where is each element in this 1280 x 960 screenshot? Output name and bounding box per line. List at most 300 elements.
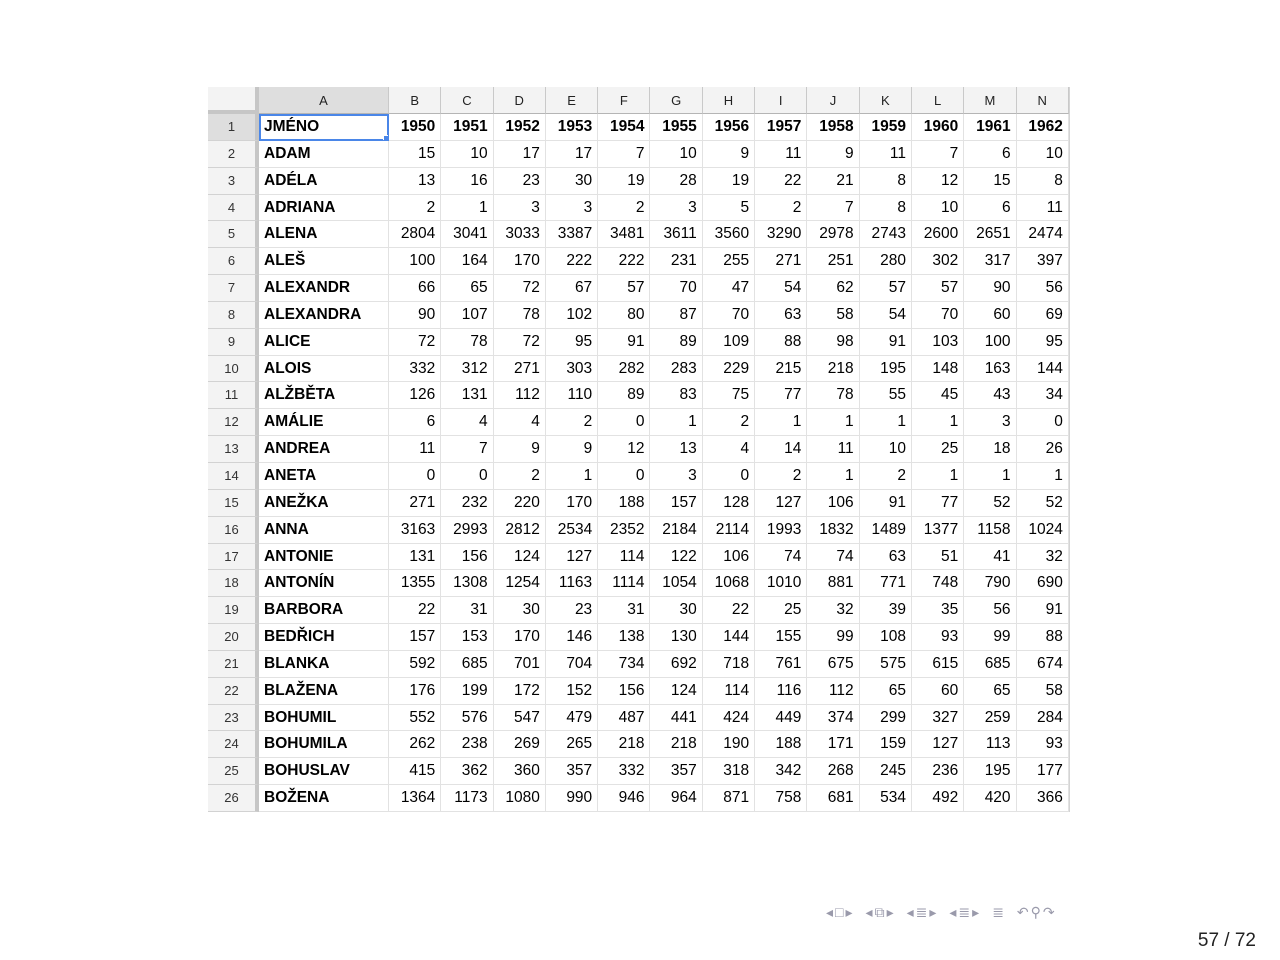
count-cell[interactable]: 6 — [389, 409, 441, 436]
next-frame-icon[interactable]: ▸ — [845, 903, 853, 920]
name-cell[interactable]: AMÁLIE — [259, 409, 389, 436]
count-cell[interactable]: 30 — [494, 597, 546, 624]
cell-year-header[interactable]: 1954 — [598, 114, 650, 141]
first-frame-icon[interactable]: ◂ — [826, 903, 834, 920]
count-cell[interactable]: 871 — [703, 785, 755, 812]
count-cell[interactable]: 2 — [860, 463, 912, 490]
cell-year-header[interactable]: 1961 — [964, 114, 1016, 141]
count-cell[interactable]: 547 — [494, 705, 546, 732]
row-header[interactable]: 5 — [208, 221, 259, 248]
count-cell[interactable]: 113 — [964, 731, 1016, 758]
count-cell[interactable]: 116 — [755, 678, 807, 705]
row-header[interactable]: 21 — [208, 651, 259, 678]
cell-year-header[interactable]: 1959 — [860, 114, 912, 141]
row-header[interactable]: 7 — [208, 275, 259, 302]
count-cell[interactable]: 57 — [598, 275, 650, 302]
count-cell[interactable]: 1 — [860, 409, 912, 436]
count-cell[interactable]: 362 — [441, 758, 493, 785]
count-cell[interactable]: 284 — [1017, 705, 1069, 732]
count-cell[interactable]: 360 — [494, 758, 546, 785]
count-cell[interactable]: 95 — [546, 329, 598, 356]
count-cell[interactable]: 3 — [494, 195, 546, 222]
count-cell[interactable]: 56 — [964, 597, 1016, 624]
count-cell[interactable]: 10 — [860, 436, 912, 463]
count-cell[interactable]: 449 — [755, 705, 807, 732]
count-cell[interactable]: 7 — [598, 141, 650, 168]
count-cell[interactable]: 22 — [703, 597, 755, 624]
count-cell[interactable]: 93 — [912, 624, 964, 651]
count-cell[interactable]: 357 — [650, 758, 702, 785]
count-cell[interactable]: 1024 — [1017, 517, 1069, 544]
count-cell[interactable]: 479 — [546, 705, 598, 732]
count-cell[interactable]: 1163 — [546, 570, 598, 597]
count-cell[interactable]: 32 — [807, 597, 859, 624]
count-cell[interactable]: 238 — [441, 731, 493, 758]
count-cell[interactable]: 2 — [546, 409, 598, 436]
count-cell[interactable]: 366 — [1017, 785, 1069, 812]
count-cell[interactable]: 91 — [860, 329, 912, 356]
count-cell[interactable]: 575 — [860, 651, 912, 678]
count-cell[interactable]: 138 — [598, 624, 650, 651]
count-cell[interactable]: 1010 — [755, 570, 807, 597]
count-cell[interactable]: 100 — [964, 329, 1016, 356]
count-cell[interactable]: 103 — [912, 329, 964, 356]
count-cell[interactable]: 65 — [441, 275, 493, 302]
count-cell[interactable]: 268 — [807, 758, 859, 785]
chapter-icon[interactable]: ≣ — [958, 903, 971, 920]
count-cell[interactable]: 102 — [546, 302, 598, 329]
count-cell[interactable]: 576 — [441, 705, 493, 732]
row-header[interactable]: 22 — [208, 678, 259, 705]
count-cell[interactable]: 11 — [860, 141, 912, 168]
name-cell[interactable]: ALEŠ — [259, 248, 389, 275]
row-header[interactable]: 14 — [208, 463, 259, 490]
count-cell[interactable]: 229 — [703, 356, 755, 383]
count-cell[interactable]: 771 — [860, 570, 912, 597]
count-cell[interactable]: 0 — [389, 463, 441, 490]
prev-chapter-icon[interactable]: ◂ — [949, 903, 957, 920]
count-cell[interactable]: 3611 — [650, 221, 702, 248]
count-cell[interactable]: 3 — [650, 463, 702, 490]
count-cell[interactable]: 674 — [1017, 651, 1069, 678]
column-header-d[interactable]: D — [494, 87, 546, 114]
count-cell[interactable]: 188 — [598, 490, 650, 517]
count-cell[interactable]: 62 — [807, 275, 859, 302]
count-cell[interactable]: 55 — [860, 382, 912, 409]
count-cell[interactable]: 63 — [860, 544, 912, 571]
name-cell[interactable]: ALICE — [259, 329, 389, 356]
count-cell[interactable]: 0 — [703, 463, 755, 490]
count-cell[interactable]: 124 — [650, 678, 702, 705]
cell-year-header[interactable]: 1951 — [441, 114, 493, 141]
count-cell[interactable]: 271 — [389, 490, 441, 517]
count-cell[interactable]: 8 — [860, 168, 912, 195]
count-cell[interactable]: 126 — [389, 382, 441, 409]
count-cell[interactable]: 2651 — [964, 221, 1016, 248]
count-cell[interactable]: 734 — [598, 651, 650, 678]
count-cell[interactable]: 60 — [964, 302, 1016, 329]
count-cell[interactable]: 2184 — [650, 517, 702, 544]
count-cell[interactable]: 18 — [964, 436, 1016, 463]
count-cell[interactable]: 3 — [964, 409, 1016, 436]
count-cell[interactable]: 9 — [703, 141, 755, 168]
row-header[interactable]: 15 — [208, 490, 259, 517]
column-header-g[interactable]: G — [650, 87, 702, 114]
count-cell[interactable]: 761 — [755, 651, 807, 678]
count-cell[interactable]: 23 — [546, 597, 598, 624]
column-header-i[interactable]: I — [755, 87, 807, 114]
count-cell[interactable]: 3387 — [546, 221, 598, 248]
subsection-icon[interactable]: ⧉ — [874, 903, 885, 920]
count-cell[interactable]: 1054 — [650, 570, 702, 597]
name-cell[interactable]: ANTONÍN — [259, 570, 389, 597]
count-cell[interactable]: 1 — [1017, 463, 1069, 490]
count-cell[interactable]: 80 — [598, 302, 650, 329]
row-header[interactable]: 16 — [208, 517, 259, 544]
count-cell[interactable]: 2 — [598, 195, 650, 222]
count-cell[interactable]: 271 — [494, 356, 546, 383]
name-cell[interactable]: ALEXANDR — [259, 275, 389, 302]
name-cell[interactable]: ANETA — [259, 463, 389, 490]
cell-jmeno-header[interactable] — [259, 114, 389, 141]
count-cell[interactable]: 1 — [807, 409, 859, 436]
count-cell[interactable]: 1 — [441, 195, 493, 222]
count-cell[interactable]: 704 — [546, 651, 598, 678]
column-header-j[interactable]: J — [807, 87, 859, 114]
count-cell[interactable]: 0 — [598, 409, 650, 436]
count-cell[interactable]: 78 — [494, 302, 546, 329]
name-cell[interactable]: BLAŽENA — [259, 678, 389, 705]
count-cell[interactable]: 176 — [389, 678, 441, 705]
count-cell[interactable]: 65 — [860, 678, 912, 705]
count-cell[interactable]: 107 — [441, 302, 493, 329]
count-cell[interactable]: 1308 — [441, 570, 493, 597]
forward-icon[interactable]: ↷ — [1042, 903, 1055, 920]
count-cell[interactable]: 2812 — [494, 517, 546, 544]
count-cell[interactable]: 127 — [755, 490, 807, 517]
count-cell[interactable]: 701 — [494, 651, 546, 678]
count-cell[interactable]: 218 — [807, 356, 859, 383]
count-cell[interactable]: 112 — [807, 678, 859, 705]
count-cell[interactable]: 2 — [703, 409, 755, 436]
count-cell[interactable]: 157 — [389, 624, 441, 651]
count-cell[interactable]: 148 — [912, 356, 964, 383]
count-cell[interactable]: 8 — [860, 195, 912, 222]
count-cell[interactable]: 12 — [598, 436, 650, 463]
count-cell[interactable]: 99 — [807, 624, 859, 651]
count-cell[interactable]: 45 — [912, 382, 964, 409]
count-cell[interactable]: 99 — [964, 624, 1016, 651]
count-cell[interactable]: 282 — [598, 356, 650, 383]
count-cell[interactable]: 259 — [964, 705, 1016, 732]
count-cell[interactable]: 218 — [598, 731, 650, 758]
count-cell[interactable]: 88 — [755, 329, 807, 356]
count-cell[interactable]: 41 — [964, 544, 1016, 571]
count-cell[interactable]: 7 — [807, 195, 859, 222]
count-cell[interactable]: 3560 — [703, 221, 755, 248]
count-cell[interactable]: 1377 — [912, 517, 964, 544]
count-cell[interactable]: 946 — [598, 785, 650, 812]
next-section-icon[interactable]: ▸ — [929, 903, 937, 920]
count-cell[interactable]: 74 — [807, 544, 859, 571]
count-cell[interactable]: 100 — [389, 248, 441, 275]
count-cell[interactable]: 17 — [546, 141, 598, 168]
cell-year-header[interactable]: 1952 — [494, 114, 546, 141]
count-cell[interactable]: 72 — [494, 329, 546, 356]
row-header[interactable]: 26 — [208, 785, 259, 812]
outline-icon[interactable]: ≣ — [992, 903, 1004, 920]
row-header[interactable]: 3 — [208, 168, 259, 195]
count-cell[interactable]: 4 — [703, 436, 755, 463]
count-cell[interactable]: 675 — [807, 651, 859, 678]
count-cell[interactable]: 22 — [755, 168, 807, 195]
count-cell[interactable]: 2993 — [441, 517, 493, 544]
count-cell[interactable]: 31 — [441, 597, 493, 624]
count-cell[interactable]: 2 — [389, 195, 441, 222]
count-cell[interactable]: 23 — [494, 168, 546, 195]
count-cell[interactable]: 3481 — [598, 221, 650, 248]
count-cell[interactable]: 19 — [703, 168, 755, 195]
count-cell[interactable]: 13 — [650, 436, 702, 463]
count-cell[interactable]: 420 — [964, 785, 1016, 812]
column-header-m[interactable]: M — [964, 87, 1016, 114]
count-cell[interactable]: 72 — [389, 329, 441, 356]
count-cell[interactable]: 13 — [389, 168, 441, 195]
count-cell[interactable]: 63 — [755, 302, 807, 329]
count-cell[interactable]: 156 — [441, 544, 493, 571]
count-cell[interactable]: 114 — [598, 544, 650, 571]
count-cell[interactable]: 25 — [912, 436, 964, 463]
count-cell[interactable]: 303 — [546, 356, 598, 383]
count-cell[interactable]: 60 — [912, 678, 964, 705]
count-cell[interactable]: 47 — [703, 275, 755, 302]
count-cell[interactable]: 990 — [546, 785, 598, 812]
count-cell[interactable]: 2534 — [546, 517, 598, 544]
column-header-l[interactable]: L — [912, 87, 964, 114]
column-header-a[interactable]: A — [259, 87, 389, 114]
count-cell[interactable]: 12 — [912, 168, 964, 195]
count-cell[interactable]: 9 — [494, 436, 546, 463]
count-cell[interactable]: 681 — [807, 785, 859, 812]
column-header-k[interactable]: K — [860, 87, 912, 114]
count-cell[interactable]: 3041 — [441, 221, 493, 248]
count-cell[interactable]: 14 — [755, 436, 807, 463]
frame-icon[interactable]: □ — [835, 904, 844, 920]
count-cell[interactable]: 3163 — [389, 517, 441, 544]
count-cell[interactable]: 2978 — [807, 221, 859, 248]
count-cell[interactable]: 534 — [860, 785, 912, 812]
count-cell[interactable]: 1355 — [389, 570, 441, 597]
count-cell[interactable]: 188 — [755, 731, 807, 758]
count-cell[interactable]: 7 — [912, 141, 964, 168]
count-cell[interactable]: 177 — [1017, 758, 1069, 785]
name-cell[interactable]: ALOIS — [259, 356, 389, 383]
count-cell[interactable]: 1 — [650, 409, 702, 436]
count-cell[interactable]: 199 — [441, 678, 493, 705]
count-cell[interactable]: 75 — [703, 382, 755, 409]
row-header[interactable]: 13 — [208, 436, 259, 463]
count-cell[interactable]: 397 — [1017, 248, 1069, 275]
count-cell[interactable]: 54 — [860, 302, 912, 329]
count-cell[interactable]: 3 — [650, 195, 702, 222]
count-cell[interactable]: 170 — [494, 248, 546, 275]
count-cell[interactable]: 357 — [546, 758, 598, 785]
count-cell[interactable]: 57 — [912, 275, 964, 302]
count-cell[interactable]: 2 — [494, 463, 546, 490]
name-cell[interactable]: ANTONIE — [259, 544, 389, 571]
count-cell[interactable]: 492 — [912, 785, 964, 812]
count-cell[interactable]: 283 — [650, 356, 702, 383]
count-cell[interactable]: 195 — [860, 356, 912, 383]
count-cell[interactable]: 112 — [494, 382, 546, 409]
row-header[interactable]: 19 — [208, 597, 259, 624]
count-cell[interactable]: 690 — [1017, 570, 1069, 597]
count-cell[interactable]: 65 — [964, 678, 1016, 705]
count-cell[interactable]: 58 — [1017, 678, 1069, 705]
count-cell[interactable]: 3033 — [494, 221, 546, 248]
cell-year-header[interactable]: 1958 — [807, 114, 859, 141]
count-cell[interactable]: 2474 — [1017, 221, 1069, 248]
count-cell[interactable]: 124 — [494, 544, 546, 571]
count-cell[interactable]: 144 — [1017, 356, 1069, 383]
count-cell[interactable]: 88 — [1017, 624, 1069, 651]
count-cell[interactable]: 43 — [964, 382, 1016, 409]
row-header[interactable]: 4 — [208, 195, 259, 222]
select-all-corner[interactable] — [208, 87, 259, 114]
count-cell[interactable]: 17 — [494, 141, 546, 168]
count-cell[interactable]: 685 — [441, 651, 493, 678]
count-cell[interactable]: 21 — [807, 168, 859, 195]
count-cell[interactable]: 122 — [650, 544, 702, 571]
name-cell[interactable]: ANNA — [259, 517, 389, 544]
count-cell[interactable]: 6 — [964, 195, 1016, 222]
count-cell[interactable]: 7 — [441, 436, 493, 463]
count-cell[interactable]: 89 — [650, 329, 702, 356]
count-cell[interactable]: 77 — [755, 382, 807, 409]
count-cell[interactable]: 11 — [755, 141, 807, 168]
count-cell[interactable]: 32 — [1017, 544, 1069, 571]
count-cell[interactable]: 1 — [964, 463, 1016, 490]
count-cell[interactable]: 39 — [860, 597, 912, 624]
count-cell[interactable]: 90 — [389, 302, 441, 329]
count-cell[interactable]: 2600 — [912, 221, 964, 248]
count-cell[interactable]: 70 — [912, 302, 964, 329]
count-cell[interactable]: 10 — [912, 195, 964, 222]
count-cell[interactable]: 152 — [546, 678, 598, 705]
next-subsection-icon[interactable]: ▸ — [886, 903, 894, 920]
count-cell[interactable]: 93 — [1017, 731, 1069, 758]
count-cell[interactable]: 90 — [964, 275, 1016, 302]
count-cell[interactable]: 441 — [650, 705, 702, 732]
count-cell[interactable]: 222 — [598, 248, 650, 275]
count-cell[interactable]: 6 — [964, 141, 1016, 168]
next-chapter-icon[interactable]: ▸ — [972, 903, 980, 920]
count-cell[interactable]: 190 — [703, 731, 755, 758]
count-cell[interactable]: 487 — [598, 705, 650, 732]
count-cell[interactable]: 78 — [807, 382, 859, 409]
count-cell[interactable]: 374 — [807, 705, 859, 732]
count-cell[interactable]: 57 — [860, 275, 912, 302]
count-cell[interactable]: 245 — [860, 758, 912, 785]
count-cell[interactable]: 2352 — [598, 517, 650, 544]
count-cell[interactable]: 4 — [441, 409, 493, 436]
count-cell[interactable]: 58 — [807, 302, 859, 329]
cell-year-header[interactable]: 1957 — [755, 114, 807, 141]
count-cell[interactable]: 114 — [703, 678, 755, 705]
count-cell[interactable]: 66 — [389, 275, 441, 302]
count-cell[interactable]: 299 — [860, 705, 912, 732]
row-header[interactable]: 18 — [208, 570, 259, 597]
count-cell[interactable]: 164 — [441, 248, 493, 275]
count-cell[interactable]: 144 — [703, 624, 755, 651]
name-cell[interactable]: ANDREA — [259, 436, 389, 463]
count-cell[interactable]: 424 — [703, 705, 755, 732]
count-cell[interactable]: 318 — [703, 758, 755, 785]
count-cell[interactable]: 964 — [650, 785, 702, 812]
count-cell[interactable]: 1114 — [598, 570, 650, 597]
count-cell[interactable]: 758 — [755, 785, 807, 812]
column-header-c[interactable]: C — [441, 87, 493, 114]
count-cell[interactable]: 332 — [598, 758, 650, 785]
count-cell[interactable]: 302 — [912, 248, 964, 275]
count-cell[interactable]: 1 — [755, 409, 807, 436]
count-cell[interactable]: 269 — [494, 731, 546, 758]
count-cell[interactable]: 22 — [389, 597, 441, 624]
count-cell[interactable]: 11 — [807, 436, 859, 463]
count-cell[interactable]: 1 — [546, 463, 598, 490]
count-cell[interactable]: 5 — [703, 195, 755, 222]
count-cell[interactable]: 1158 — [964, 517, 1016, 544]
count-cell[interactable]: 0 — [441, 463, 493, 490]
count-cell[interactable]: 109 — [703, 329, 755, 356]
row-header[interactable]: 6 — [208, 248, 259, 275]
count-cell[interactable]: 77 — [912, 490, 964, 517]
count-cell[interactable]: 74 — [755, 544, 807, 571]
count-cell[interactable]: 3290 — [755, 221, 807, 248]
count-cell[interactable]: 128 — [703, 490, 755, 517]
count-cell[interactable]: 52 — [1017, 490, 1069, 517]
fill-handle[interactable] — [383, 135, 389, 141]
column-header-e[interactable]: E — [546, 87, 598, 114]
count-cell[interactable]: 317 — [964, 248, 1016, 275]
name-cell[interactable]: BOŽENA — [259, 785, 389, 812]
count-cell[interactable]: 11 — [1017, 195, 1069, 222]
count-cell[interactable]: 163 — [964, 356, 1016, 383]
count-cell[interactable]: 127 — [546, 544, 598, 571]
count-cell[interactable]: 2 — [755, 195, 807, 222]
count-cell[interactable]: 72 — [494, 275, 546, 302]
row-header[interactable]: 10 — [208, 356, 259, 383]
count-cell[interactable]: 51 — [912, 544, 964, 571]
count-cell[interactable]: 83 — [650, 382, 702, 409]
count-cell[interactable]: 172 — [494, 678, 546, 705]
count-cell[interactable]: 89 — [598, 382, 650, 409]
count-cell[interactable]: 2804 — [389, 221, 441, 248]
name-cell[interactable]: BOHUMIL — [259, 705, 389, 732]
count-cell[interactable]: 9 — [546, 436, 598, 463]
count-cell[interactable]: 108 — [860, 624, 912, 651]
count-cell[interactable]: 236 — [912, 758, 964, 785]
count-cell[interactable]: 28 — [650, 168, 702, 195]
row-header[interactable]: 9 — [208, 329, 259, 356]
count-cell[interactable]: 1 — [807, 463, 859, 490]
count-cell[interactable]: 11 — [389, 436, 441, 463]
count-cell[interactable]: 110 — [546, 382, 598, 409]
row-header[interactable]: 20 — [208, 624, 259, 651]
back-icon[interactable]: ↶ — [1016, 903, 1029, 920]
count-cell[interactable]: 415 — [389, 758, 441, 785]
count-cell[interactable]: 34 — [1017, 382, 1069, 409]
